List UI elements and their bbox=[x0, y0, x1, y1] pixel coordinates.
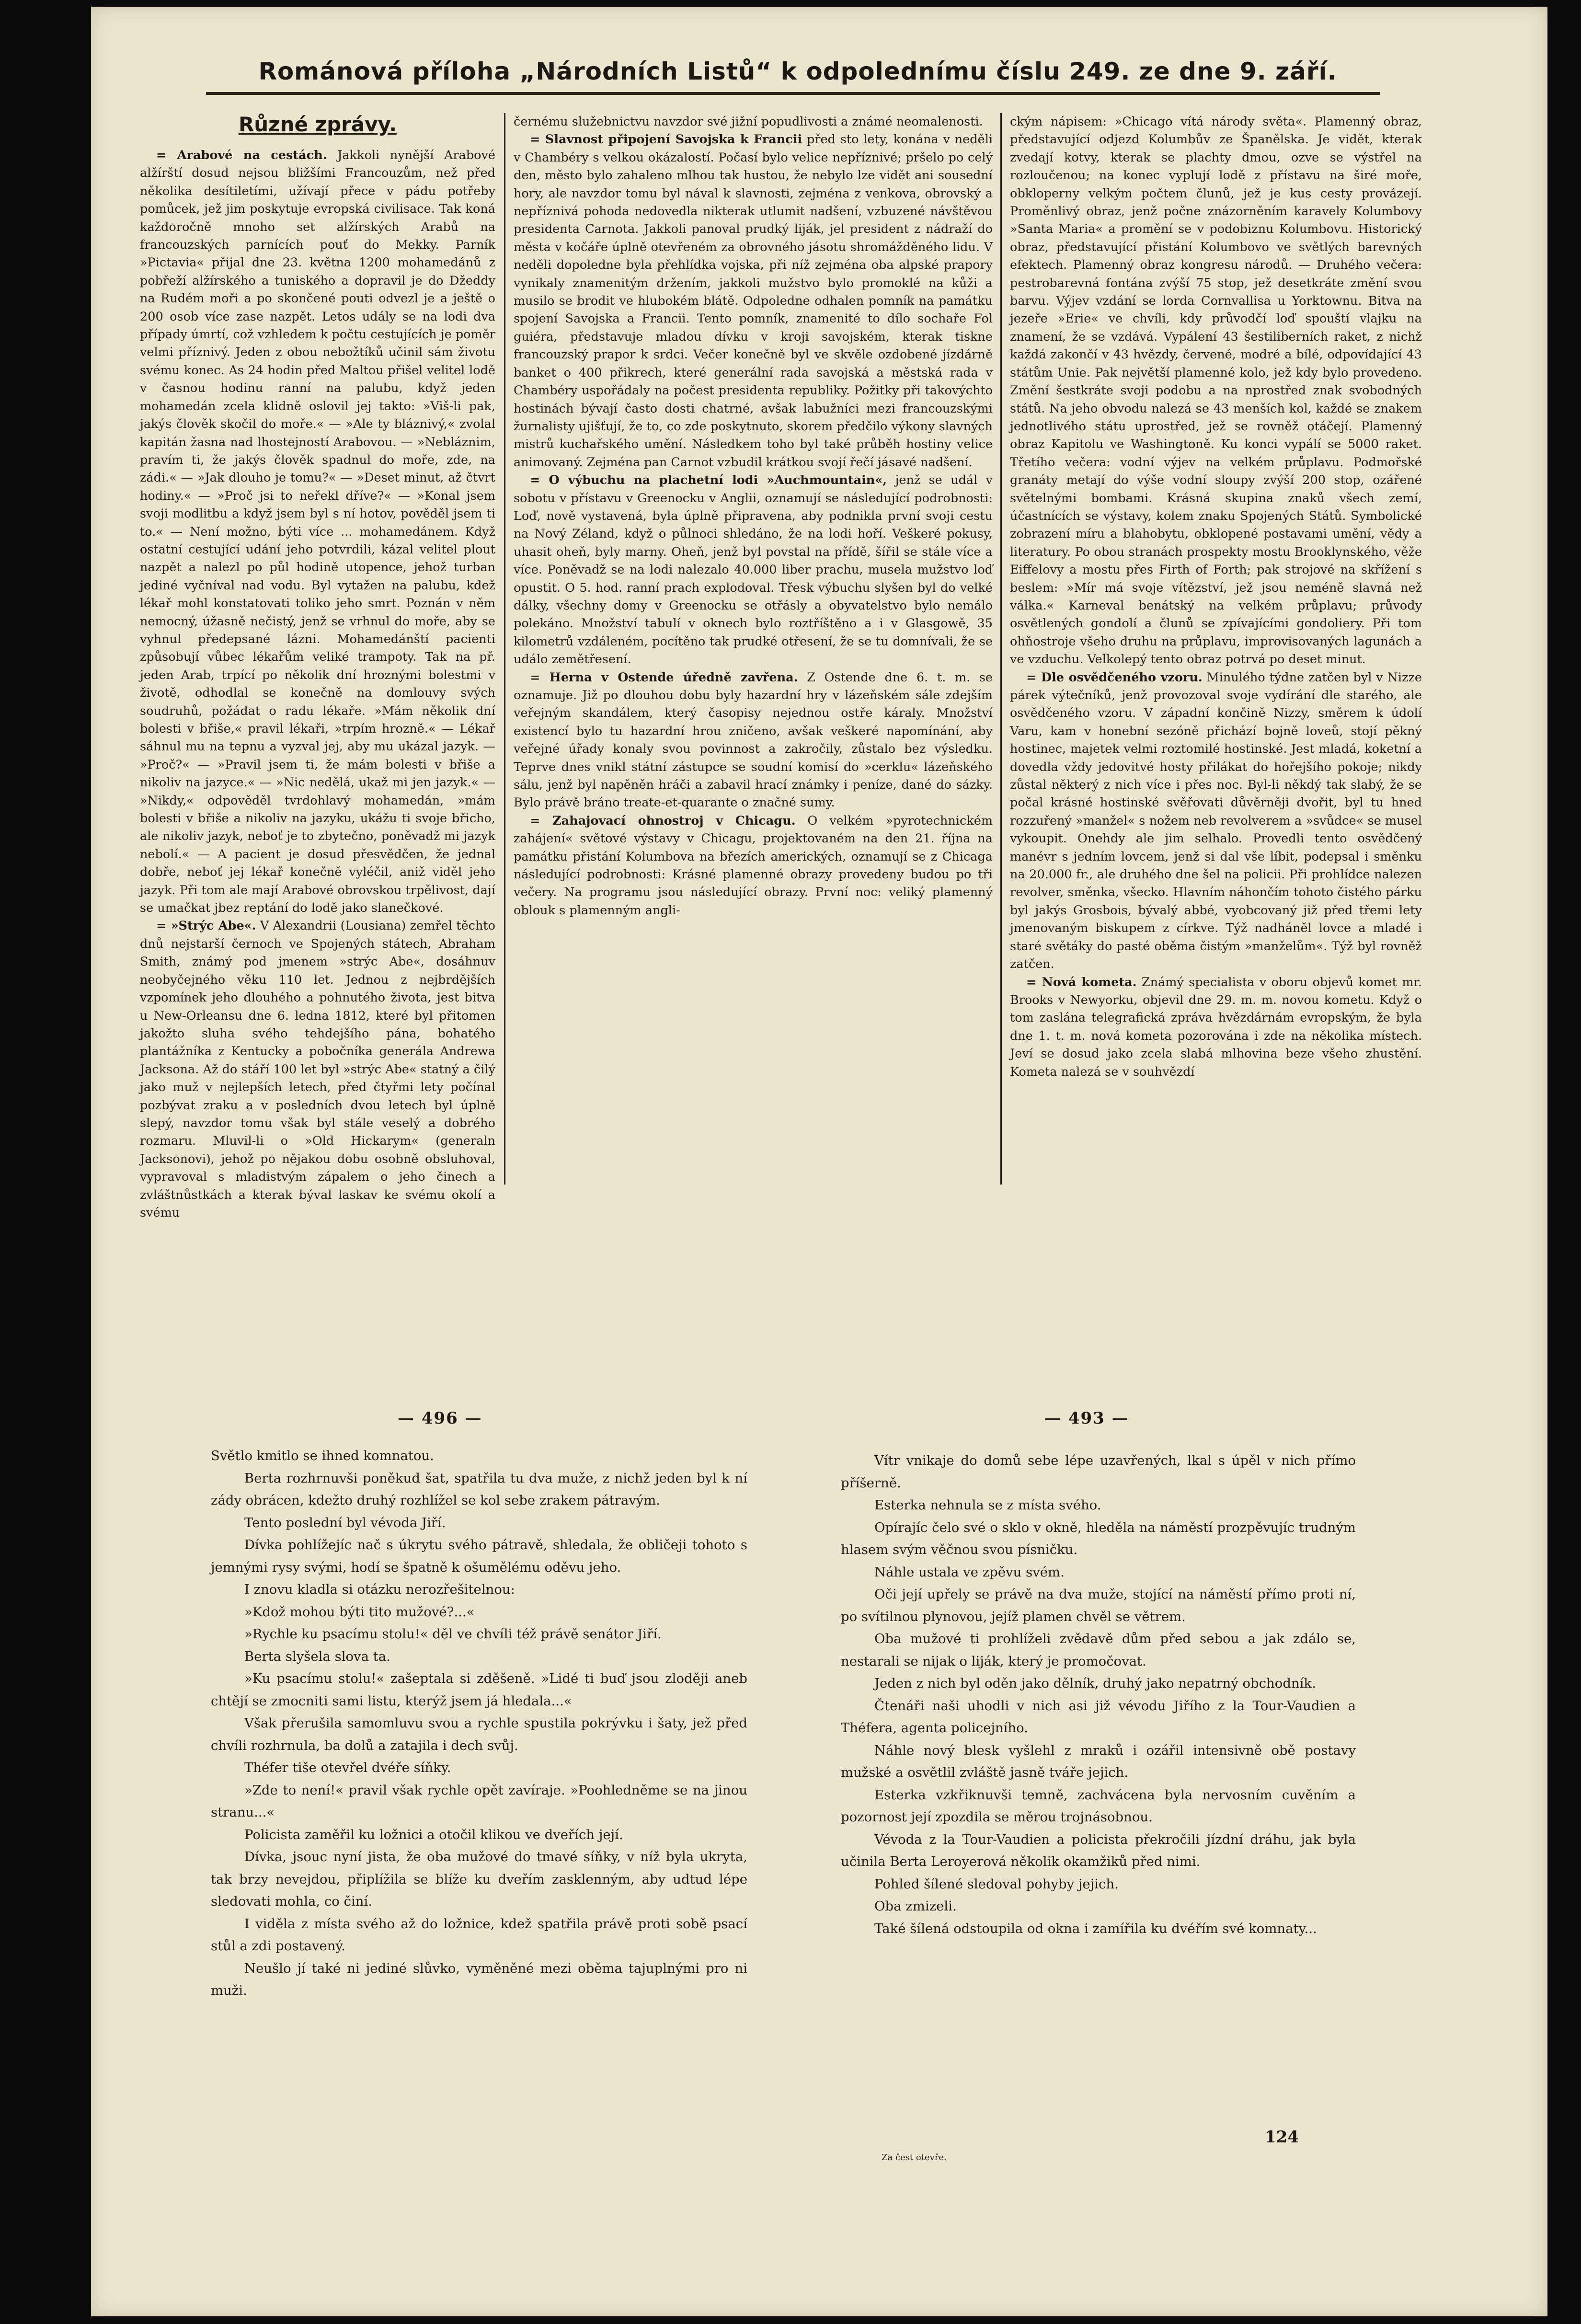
article-heading: = Nová kometa. bbox=[1026, 975, 1137, 989]
article-text: Minulého týdne zatčen byl v Nizze párek výtečníků, jenž provozoval svoje vydírání dle starého, ale osvědčeného vzoru. V západní končině Nizzy, směrem k údolí Varu, kam v honební sezóně přichází bojně loveů, stojí pěkný hostinec, majetek velmi roztomilé hostinské. Jest mladá, koketní a dovedla vždy jedovitvé hosty přilákat do hořejšího pokoje; nikdy zůstal některý z nich více i přes noc. Byl-li někdý tak slabý, že se počal krásné hostinské svěřovati důvěrněji dvořit, byl tu hned rozzuřený »manžel« s nožem neb revolverem a »svůdce« se musel vykoupit. Onehdy ale jim selhalo. Provedli tento osvědčený manévr s jedním lovcem, jenž si dal vše líbit, podepsal i směnku na 20.000 fr., ale druhého dne šel na policii. Při prohlídce nalezen revolver, směnka, všecko. Hlavním náhončím tohoto čistého párku byl jakýs Grosbois, bývalý abbé, vyobcovaný již před třemi lety jmenovaným biskupem z církve. Týž nadháněl lovce a mladé i staré světáky do pasté oběma čistým »manželům«. Týž byl rovněž zatčen. bbox=[1010, 670, 1422, 972]
page-number-right: — 493 — bbox=[1044, 1409, 1129, 1428]
story-paragraph: Oba zmizeli. bbox=[874, 1898, 957, 1914]
article-savojsko bbox=[514, 131, 993, 472]
article-stryc-abe bbox=[140, 917, 495, 1222]
article-heading: = »Strýc Abe«. bbox=[156, 919, 256, 933]
article-text: před sto lety, konána v neděli v Chambéry s velkou okázalostí. Počasí bylo velice nepříznivé; pršelo po celý den, město bylo zahaleno mlhou tak hustou, že nebylo lze vidět ani sousední hory, ale navzdor tomu byl nával k slavnosti, zejména z venkova, obrovský a nepříznivá pohoda nedovedla nikterak utlumit nadšení, vzbuzené návštěvou presidenta Carnota. Jakkoli panoval prudký liják, jel president z nádraží do města v kočáře úplně otevřeném za obrovného jásotu shromážděného lidu. V neděli dopoledne byla přehlídka vojska, při níž zejména oba alpské prapory vynikaly znamenitým držením, jakkoli mužstvo bylo promoklé na kůži a musilo se brodit ve hlubokém blátě. Odpoledne odhalen pomník na památku spojení Savojska a Francii. Tento pomník, znamenité to dílo sochaře Fol guiéra, představuje mladou dívku v kroji savojském, kterak tiskne francouzský prapor k srdci. Večer konečně byl ve skvěle ozdobené jízdárně banket o 400 přikrech, které generální rada savojská a městská rada v Chambéry uspořádaly na počest presidenta republiky. Požitky při takovýchto hostinách bývají často dosti chatrné, avšak labužníci mezi francouzskými žurnalisty ujišťují, že to, co zde poskytnuto, skorem předčilo výkony slavných mistrů kuchařského umění. Následkem toho byl také průběh hostiny velice animovaný. Zejména pan Carnot vzbudil krátkou svojí řečí jásavé nadšení. bbox=[514, 132, 993, 470]
story-paragraph: »Zde to není!« pravil však rychle opět zavíraje. »Poohledněme se na jinou stranu...« bbox=[211, 1782, 747, 1820]
article-kometa bbox=[1010, 974, 1422, 1081]
article-text: černému služebnictvu navzdor své jižní popudlivosti a známé neomalenosti. bbox=[514, 115, 983, 129]
article-heading: = Dle osvědčeného vzoru. bbox=[1026, 670, 1203, 685]
article-vybuch bbox=[514, 472, 993, 668]
story-paragraph: Čtenáři naši uhodli v nich asi již vévodu Jiřího z la Tour-Vaudien a Théfera, agenta policejního. bbox=[841, 1698, 1356, 1736]
article-text: V Alexandrii (Lousiana) zemřel těchto dnů nejstarší černoch ve Spojených státech, Abraham Smith, známý pod jmenem »strýc Abe«, dosáhnuv neobyčejného věku 110 let. Jednou z nejbrdějších vzpomínek jeho dlouhého a pohnutého života, jest bitva u New-Orleansu dne 6. ledna 1812, které byl přitomen jakožto sluha svého tehdejšího pána, bohatého plantážníka z Kentucky a pobočníka generála Andrewa Jacksona. Až do stáří 100 let byl »strýc Abe« statný a čilý jako muž v nejlepších letech, před čtyřmi lety počínal pozbývat zraku a v posledních dvou letech byl úplně slepý, navzdor tomu však byl stále veselý a dobrého rozmaru. Mluvil-li o »Old Hickarym« (generaln Jacksonovi), jehož po nějakou dobu osobně obsluhoval, vypravoval s mladistvým zápalem o jeho činech a zvláštnůstkách a kterak býval laskav ke svému okolí a svému bbox=[140, 919, 495, 1220]
article-heading: = Slavnost připojení Savojska k Francii bbox=[530, 132, 802, 147]
story-paragraph: Dívka, jsouc nyní jista, že oba mužové do tmavé síňky, v níž byla ukryta, tak brzy nevejdou, připlížila se blíže ku dveřím zasklenným, aby udtud lépe sledovati mohla, co činí. bbox=[211, 1849, 747, 1909]
article-text: ckým nápisem: »Chicago vítá národy světa«. Plamenný obraz, představující odjezd Kolumbův ze Španělska. Je vidět, kterak zvedají kotvy, kterak se plachty dmou, ozve se výstřel na rozloučenou; na konec vyplují lodě z přístavu na širé moře, obkloperny velkým počtem člunů, jež je kus cesty provázejí. Proměnlivý obraz, jenž počne znázorněním karavely Kolumbovy »Santa Maria« a promění se v podobiznu Kolumbovu. Historický obraz, představující přistání Kolumbovo ve světlých barevných efektech. Plamenný obraz kongresu národů. — Druhého večera: pestrobarevná fontána zvýší 75 stop, jež desetkráte změní svou barvu. Výjev vzdání se lorda Cornvallisa u Yorktownu. Bitva na jezeře »Erie« ve chvíli, kdy průvodčí loď spouští vlajku na znamení, že se vzdává. Vypálení 43 šestiliberních raket, z nichž každá zakončí v 43 hvězdy, červené, modré a bílé, odpovídající 43 státům Unie. Pak největší plamenné kolo, jež kdy bylo provedeno. Změní šestkráte svoji podobu a na nprostřed znak svobodných států. Na jeho obvodu nalezá se 43 menších kol, každé se znakem jednotlivého státu uprostřed, jež se rovněž otáčejí. Plamenný obraz Kapitolu ve Washingtoně. Ku konci vypálí se 5000 raket. Třetího večera: vodní výjev na velkém průplavu. Podmořské granáty metají do výše vodní sloupy zvýší 200 stop, ozářené světelnými bombami. Krásná skupina znaků všech zemí, účastnících se výstavy, kolem znaku Spojených Států. Symbolické zobrazení míru a blahobytu, obklopené postavami umění, vědy a literatury. Po obou stranách prospekty mostu Brooklynského, věže Eiffelovy a mostu přes Firth of Forth; pak strojové na skřížení s beslem: »Mír má svoje vítězství, jež jsou neméně slavná než válka.« Karneval benátský na velkém průplavu; průvody osvětlených gondolí a člunů se zpívajícími gondoliery. Při tom ohňostroje všeho druhu na průplavu, improvisovaných lagunách a ve vzduchu. Velkolepý tento obraz potrvá po deset minut. bbox=[1010, 115, 1422, 667]
article-heading: = Arabové na cestách. bbox=[156, 148, 327, 162]
story-paragraph: Esterka nehnula se z místa svého. bbox=[874, 1497, 1101, 1513]
header-rule bbox=[206, 92, 1380, 95]
story-paragraph: Náhle nový blesk vyšlehl z mraků i ozářil intensivně obě postavy mužské a osvětlil zvláště jasně tváře jejich. bbox=[841, 1742, 1356, 1780]
story-paragraph: Policista zaměřil ku ložnici a otočil klikou ve dveřích její. bbox=[244, 1827, 623, 1842]
article-arabove bbox=[140, 147, 495, 917]
article-text: Známý specialista v oboru objevů komet mr. Brooks v Newyorku, objevil dne 29. m. m. novou kometu. Když o tom zaslána telegrafická zpráva hvězdárnám evropským, že byla dne 1. t. m. nová kometa pozorována i zde na několika místech. Jeví se dosud jako zcela slabá mlhovina beze všeho zhustění. Kometa nalezá se v souhvězdí bbox=[1010, 975, 1422, 1079]
story-paragraph: Oči její upřely se právě na dva muže, stojící na náměstí přímo proti ní, po svítilnou plynovou, jejíž plamen chvěl se větrem. bbox=[841, 1587, 1356, 1624]
story-paragraph: Oba mužové ti prohlíželi zvědavě dům před sebou a jak zdálo se, nestarali se nijak o liják, který je promočovat. bbox=[841, 1631, 1356, 1669]
story-paragraph: Jeden z nich byl oděn jako dělník, druhý jako nepatrný obchodník. bbox=[874, 1676, 1316, 1691]
story-paragraph: »Ku psacímu stolu!« zašeptala si zděšeně. »Lidé ti buď jsou zloději aneb chtějí se zmocniti sami listu, kterýž jsem já hledala...« bbox=[211, 1671, 747, 1709]
story-paragraph: I znovu kladla si otázku nerozřešitelnou: bbox=[244, 1582, 515, 1597]
story-right bbox=[841, 1450, 1356, 2140]
section-title: Různé zprávy. bbox=[238, 113, 397, 136]
article-heading: = Zahajovací ohnostroj v Chicagu. bbox=[530, 813, 796, 828]
column-divider bbox=[1000, 113, 1002, 1185]
story-paragraph: Také šílená odstoupila od okna i zamířila ku dvéřím své komnaty... bbox=[874, 1921, 1317, 1936]
article-heading: = Herna v Ostende úředně zavřena. bbox=[530, 670, 798, 685]
article-chicago bbox=[514, 812, 993, 920]
story-paragraph: Vítr vnikaje do domů sebe lépe uzavřených, lkal s úpěl v nich přímo příšerně. bbox=[841, 1453, 1356, 1491]
story-left bbox=[211, 1445, 747, 2183]
column-2 bbox=[514, 113, 993, 1193]
story-paragraph: Esterka vzkřiknuvši temně, zachvácena byla nervosním cuvěním a pozornost její zpozdila se měrou trojnásobnou. bbox=[841, 1787, 1356, 1825]
article-text: Z Ostende dne 6. t. m. se oznamuje. Již po dlouhou dobu byly hazardní hry v lázeňském sále zdejším veřejným skandálem, který časopisy nejednou ostře káraly. Množství existencí bylo tu hazardní hrou zničeno, avšak veškeré napomínání, aby veřejné úřady konaly svou povinnost a zakročily, zůstalo bez výsledku. Teprve dnes vnikl státní zástupce se soudní komisí do »cerklu« lázeňského sálu, jenž byl napěněn hráči a zabavil hrací známky i peníze, dané do sázky. Bylo právě bráno treate-et-quarante o značné sumy. bbox=[514, 670, 993, 810]
article-heading: = O výbuchu na plachetní lodi »Auchmountain«, bbox=[530, 473, 887, 488]
article-herna bbox=[514, 669, 993, 812]
sheet-number: 124 bbox=[1265, 2128, 1299, 2147]
article-vzor bbox=[1010, 669, 1422, 974]
page-number-left: — 496 — bbox=[398, 1409, 482, 1428]
story-paragraph: Světlo kmitlo se ihned komnatou. bbox=[211, 1448, 434, 1463]
story-paragraph: Tento poslední byl vévoda Jiří. bbox=[244, 1515, 446, 1530]
story-paragraph: »Rychle ku psacímu stolu!« děl ve chvíli též právě senátor Jiří. bbox=[244, 1626, 662, 1642]
story-paragraph: Neušlo jí také ni jediné slůvko, vyměněné mezi oběma tajuplnými pro ni muži. bbox=[211, 1960, 747, 1998]
story-paragraph: Berta rozhrnuvši poněkud šat, spatřila tu dva muže, z nichž jeden byl k ní zády obrácen, kdežto druhý rozhlížel se kol sebe zrakem pátravým. bbox=[211, 1470, 747, 1508]
story-paragraph: Opírajíc čelo své o sklo v okně, hleděla na náměstí prozpěvujíc trudným hlasem svým věčnou svou písničku. bbox=[841, 1519, 1356, 1557]
article-text: Jakkoli nynější Arabové alžírští dosud nejsou bližšími Francouzům, než před několika desítiletími, užívají přece v pádu potřeby pomůcek, jež jim poskytuje evropská civilisace. Tak koná každoročně mnoho set alžírských Arabů na francouzských parnících pouť do Mekky. Parník »Pictavia« přijal dne 23. května 1200 mohamedánů z pobřeží alžírského a tuniského a dopravil je do Džeddy na Rudém moři a po skončené pouti odvezl je a ještě o 200 osob více zase nazpět. Letos udály se na lodi dva případy úmrtí, což vzhledem k počtu cestujících je poměr velmi příznivý. Jeden z obou nebožtíků učinil sám životu svému konec. As 24 hodin před Maltou přišel velitel lodě v časnou hodinu ranní na palubu, když jeden mohamedán zcela klidně oslovil jej takto: »Viš-li pak, jakýs člověk skočil do moře.« — »Ale ty bláznivý,« zvolal kapitán žasna nad lhostejností Arabovou. — »Nebláznim, pravím ti, že jakýs člověk spadnul do moře, zde, na zádi.« — »Jak dlouho je tomu?« — »Deset minut, až čtvrt hodiny.« — »Proč jsi to neřekl dříve?« — »Konal jsem svoji modlitbu a když jsem byl s ní hotov, pověděl jsem ti to.« — Není možno, býti více ... mohamedánem. Když ostatní cestující udání jeho potvrdili, kázal velitel plout nazpět a nalezl po půl hodině utopence, jehož turban jediné vyčníval nad vodu. Byl vytažen na palubu, kdež lékař mohl konstatovati toliko jeho smrt. Poznán v něm nemocný, úžasně nečistý, jenž se vrhnul do moře, aby se vyhnul předepsané lázni. Mohamedánští pacienti způsobují vůbec lékařům veliké trampoty. Tak na př. jeden Arab, trpící po několik dní hroznými bolestmi v životě, odhodlal se konečně na domlouvy svých soudruhů, požádat o radu lékaře. »Mám několik dní bolesti v břiše,« pravil lékaři, »trpím hrozně.« — Lékař sáhnul mu na tepnu a vyzval jej, aby mu ukázal jazyk. — »Proč?« — »Pravil jsem ti, že mám bolesti v břiše a nikoliv na jazyce.« — »Nic nedělá, ukaž mi jen jazyk.« — »Nikdy,« odpověděl tvrdohlavý mohamedán, »mám bolesti v břiše a nikoliv na jazyku, ukážu ti svoje břicho, ale nikoliv jazyk, neboť je to zbytečno, poněvadž mi jazyk nebolí.« — A pacient je dosud přesvědčen, že jednal dobře, neboť jej lékař konečně vyléčil, aniž viděl jeho jazyk. Při tom ale mají Arabové obrovskou trpělivost, dají se umačkat jbez reptání do lodě jako slanečkové. bbox=[140, 148, 495, 916]
article-continuation bbox=[1010, 113, 1422, 669]
story-paragraph: I viděla z místa svého až do ložnice, kdež spatřila právě proti sobě psací stůl a zdi postavený. bbox=[211, 1916, 747, 1954]
column-3 bbox=[1010, 113, 1422, 1193]
story-paragraph: Náhle ustala ve zpěvu svém. bbox=[874, 1564, 1065, 1580]
story-paragraph: Pohled šílené sledoval pohyby jejich. bbox=[874, 1876, 1119, 1892]
column-divider bbox=[504, 113, 505, 1185]
story-paragraph: Dívka pohlížejíc nač s úkrytu svého pátravě, shledala, že obličeji tohoto s jemnými rysy svými, hodí se špatně k ošumělému oděvu jeho. bbox=[211, 1537, 747, 1575]
article-text: jenž se udál v sobotu v přístavu v Greenocku v Anglii, oznamují se následující podrobnosti: Loď, nově vystavená, byla úplně připravena, aby podnikla první svoji cestu na Nový Zéland, když o půlnoci shledáno, že na lodi hoří. Veškeré pokusy, uhasit oheň, byly marny. Oheň, jenž byl povstal na přídě, šířil se stále více a více. Poněvadž se na lodi nalezalo 40.000 liber prachu, musela mužstvo loď opustit. O 5. hod. ranní prach explodoval. Třesk výbuchu slyšen byl do velké dálky, všechny domy v Greenocku se otřásly a obyvatelstvo bylo nemálo polekáno. Množství tabulí v oknech bylo roztříštěno a i v Glasgowě, 35 kilometrů vzdáleném, pocítěno tak prudké otřesení, že se tu domnívali, že se událo zemětřesení. bbox=[514, 473, 993, 667]
story-paragraph: Vévoda z la Tour-Vaudien a policista překročili jízdní dráhu, jak byla učinila Berta Leroyerová několik okamžiků před nimi. bbox=[841, 1831, 1356, 1869]
story-paragraph: Berta slyšela slova ta. bbox=[244, 1648, 390, 1664]
article-continuation bbox=[514, 113, 993, 131]
column-1 bbox=[140, 110, 495, 1220]
page-header: Románová příloha „Národních Listů“ k odpolednímu číslu 249. ze dne 9. září. bbox=[258, 58, 1337, 85]
continuation-note: Za čest otevře. bbox=[882, 2152, 947, 2163]
story-paragraph: Théfer tiše otevřel dvéře síňky. bbox=[244, 1760, 451, 1775]
article-text: O velkém »pyrotechnickém zahájení« světové výstavy v Chicagu, projektovaném na den 21. října na památku přistání Kolumbova na březích amerických, oznamují se z Chicaga následující podrobnosti: Krásné plamenné obrazy provedeny budou po tři večery. Na programu jsou následující obrazy. První noc: veliký plamenný oblouk s plamenným angli- bbox=[514, 813, 993, 918]
story-paragraph: Však přerušila samomluvu svou a rychle spustila pokrývku i šaty, jež před chvíli rozhrnula, ba dolů a zatajila i dech svůj. bbox=[211, 1715, 747, 1753]
story-paragraph: »Kdož mohou býti tito mužové?...« bbox=[244, 1604, 475, 1620]
